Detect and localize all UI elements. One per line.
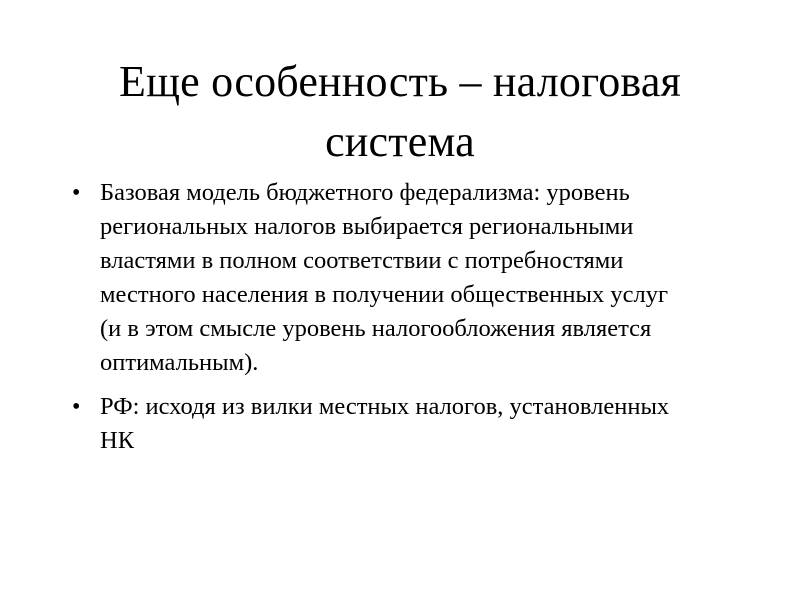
bullet-dot-icon: • [72,394,81,420]
bullet-1-line-2: региональных налогов выбирается региональными [100,213,634,240]
bullet-1-line-6: оптимальным). [100,349,259,376]
bullet-1-line-1: Базовая модель бюджетного федерализма: уровень [100,179,630,206]
title-line-1: Еще особенность – налоговая [119,57,681,106]
bullet-item-budget-federalism [70,176,750,380]
slide-title [40,52,760,172]
bullet-2-line-2: НК [100,427,135,454]
bullet-item-rf-local-taxes [70,390,750,458]
bullet-list [70,176,750,468]
bullet-1-line-4: местного населения в получении общественных услуг [100,281,669,308]
bullet-1-line-3: властями в полном соответствии с потребностями [100,247,624,274]
bullet-dot-icon: • [72,180,81,206]
bullet-1-line-5: (и в этом смысле уровень налогообложения является [100,315,652,342]
title-line-2: система [325,117,475,166]
bullet-2-line-1: РФ: исходя из вилки местных налогов, установленных [100,393,670,420]
